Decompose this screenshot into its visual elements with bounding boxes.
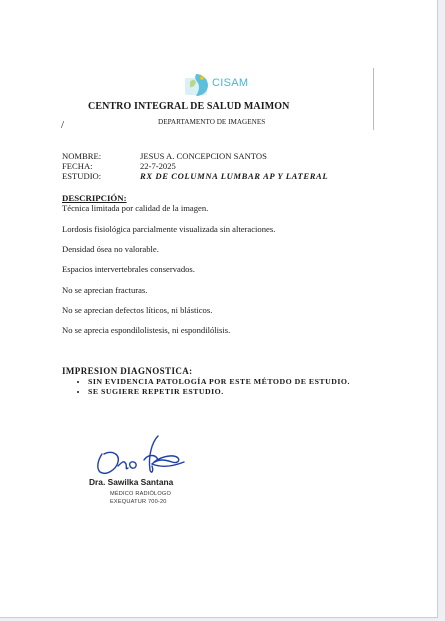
impression-list bbox=[62, 377, 350, 397]
finding-line: Densidad ósea no valorable. bbox=[62, 244, 159, 254]
header-mark: / bbox=[61, 119, 65, 131]
date-label: FECHA: bbox=[62, 161, 93, 171]
study-label: ESTUDIO: bbox=[62, 171, 102, 181]
date-value: 22-7-2025 bbox=[140, 161, 176, 171]
study-value: RX DE COLUMNA LUMBAR AP Y LATERAL bbox=[140, 171, 329, 181]
finding-line: No se aprecia espondilolistesis, ni espondilólisis. bbox=[62, 325, 231, 335]
handwritten-signature bbox=[92, 430, 190, 478]
center-name: CENTRO INTEGRAL DE SALUD MAIMON bbox=[88, 101, 290, 112]
doctor-name: Dra. Sawilka Santana bbox=[89, 477, 174, 487]
department-name: DEPARTAMENTO DE IMAGENES bbox=[158, 118, 266, 126]
doctor-role: MÉDICO RADIÓLOGO bbox=[110, 491, 172, 497]
doctor-exequatur: EXEQUATUR 700-20 bbox=[110, 499, 167, 505]
name-label: NOMBRE: bbox=[62, 151, 102, 161]
finding-line: No se aprecian fracturas. bbox=[62, 285, 148, 295]
finding-line: Espacios intervertebrales conservados. bbox=[62, 264, 195, 274]
description-title: DESCRIPCIÓN: bbox=[62, 193, 127, 203]
impression-item: • SE SUGIERE REPETIR ESTUDIO. bbox=[88, 387, 350, 397]
study-row bbox=[62, 171, 328, 181]
finding-line: Técnica limitada por calidad de la imagen. bbox=[62, 203, 209, 213]
impression-item: • SIN EVIDENCIA PATOLOGÍA POR ESTE MÉTODO DE ESTUDIO. bbox=[88, 377, 350, 387]
doctor-credentials bbox=[110, 490, 171, 506]
finding-line: Lordosis fisiológica parcialmente visualizada sin alteraciones. bbox=[62, 224, 276, 234]
name-value: JESUS A. CONCEPCION SANTOS bbox=[140, 151, 267, 161]
logo-text: CISAM bbox=[212, 77, 249, 89]
finding-line: No se aprecian defectos líticos, ni blásticos. bbox=[62, 305, 213, 315]
header-divider bbox=[373, 68, 374, 130]
patient-name-row bbox=[62, 151, 267, 161]
date-row bbox=[62, 161, 176, 171]
impression-title: IMPRESION DIAGNOSTICA: bbox=[62, 366, 193, 376]
